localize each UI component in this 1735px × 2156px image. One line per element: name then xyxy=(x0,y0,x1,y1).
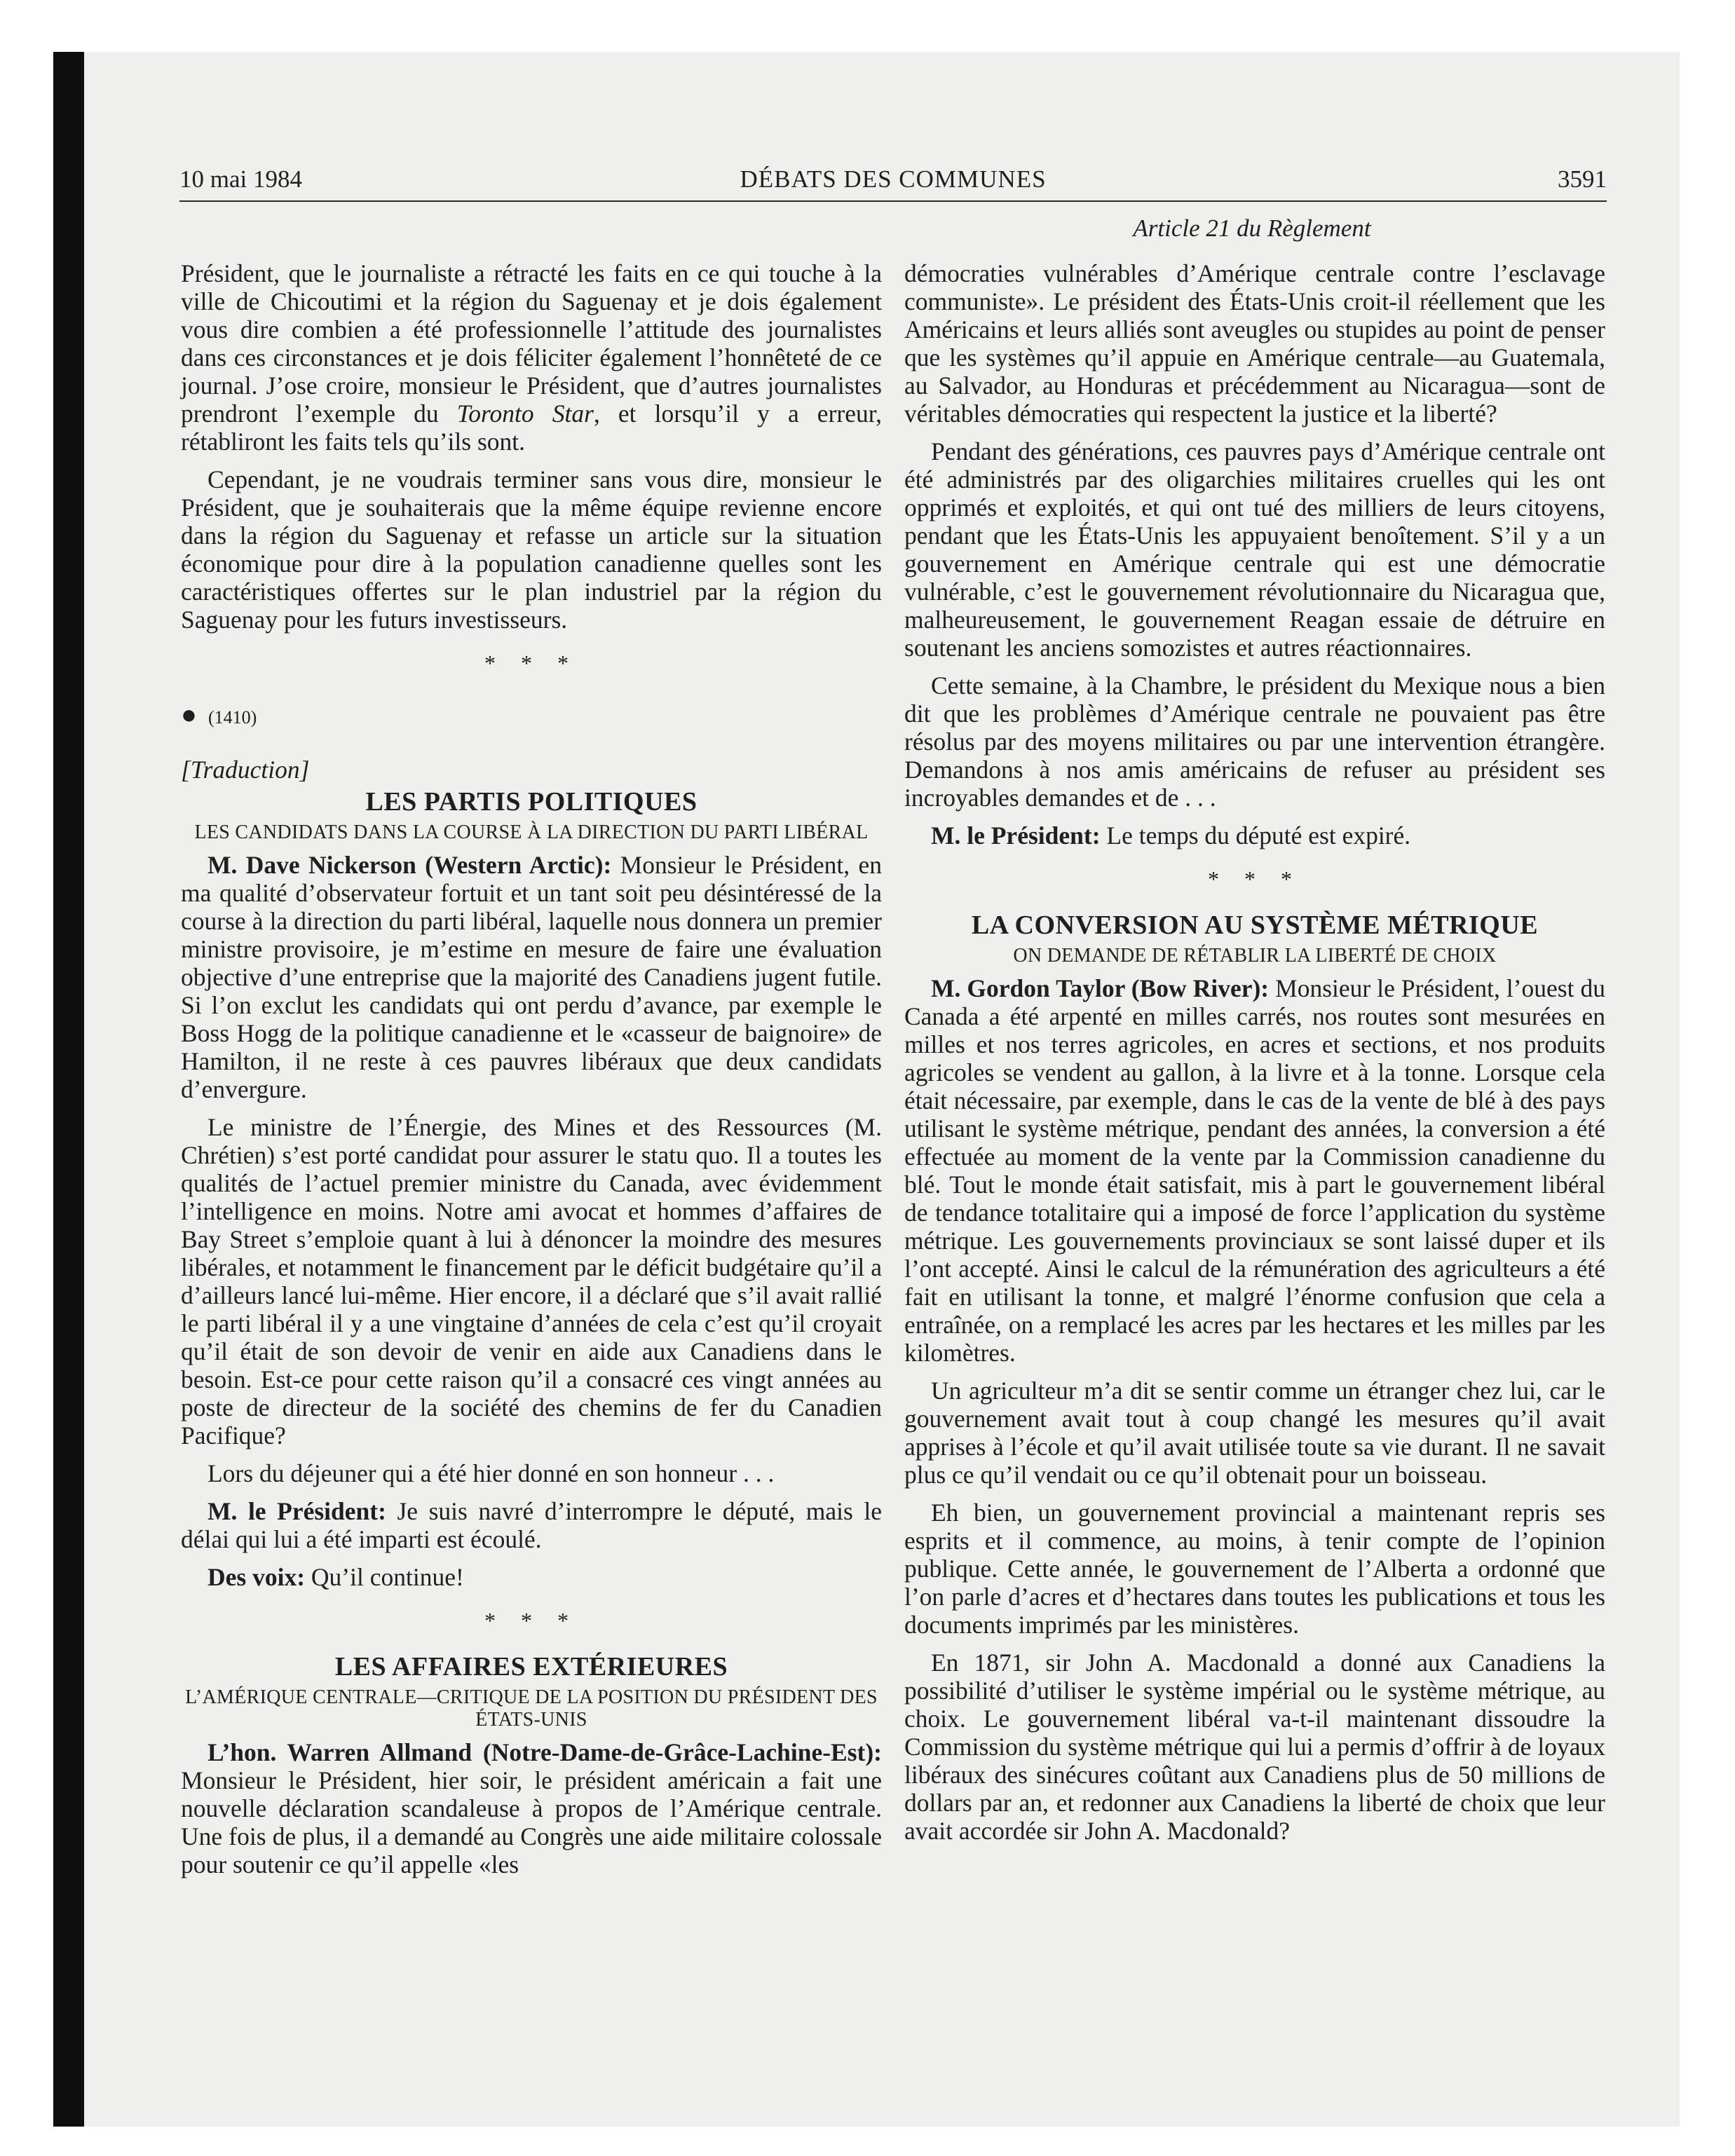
speaker-nickerson: M. Dave Nickerson (Western Arctic): xyxy=(207,851,612,879)
subheading-candidats: LES CANDIDATS DANS LA COURSE À LA DIRECTION DU PARTI LIBÉRAL xyxy=(194,821,869,843)
right-column xyxy=(904,259,1605,1855)
speaker-voix: Des voix: xyxy=(207,1563,306,1591)
section-separator: * * * xyxy=(484,1608,578,1633)
left-paragraph-6 xyxy=(181,1497,882,1553)
right-paragraph-7: Eh bien, un gouvernement provincial a maintenant repris ses esprits et il commence, au moins, à tenir compte de l’opinion publique. Cette année, le gouvernement de l’Alberta a ordonné que l’on parle d’acres et d’hectares dans toutes les publications et tous les documents imprimés par les ministères. xyxy=(904,1499,1605,1639)
subheading-amerique: L’AMÉRIQUE CENTRALE—CRITIQUE DE LA POSITION DU PRÉSIDENT DES ÉTATS-UNIS xyxy=(185,1686,878,1731)
right-paragraph-3: Cette semaine, à la Chambre, le président du Mexique nous a bien dit que les problèmes d’Amérique centrale ne pouvaient pas être résolus par des moyens militaires ou par une intervention étrangère. Demandons à nos amis américains de refuser au président ses incroyables demandes et de . . . xyxy=(904,671,1605,812)
left-paragraph-8 xyxy=(181,1738,882,1878)
left-p6-text: Je suis navré d’interrompre le député, mais le délai qui lui a été imparti est écoulé. xyxy=(181,1497,883,1553)
speaker-president: M. le Président: xyxy=(207,1497,386,1525)
header-title: DÉBATS DES COMMUNES xyxy=(740,165,1047,193)
speaker-president: M. le Président: xyxy=(931,821,1101,850)
left-paragraph-3 xyxy=(181,851,882,1103)
section-separator: * * * xyxy=(484,650,578,676)
header-subtitle: Article 21 du Règlement xyxy=(1133,214,1371,242)
section-heading-affaires: LES AFFAIRES EXTÉRIEURES xyxy=(334,1652,728,1681)
left-p1-end: , et lorsqu’il y a erreur, rétabliront les faits tels qu’ils sont. xyxy=(181,400,882,456)
left-p1-italic: Toronto Star xyxy=(456,400,594,428)
speaker-allmand: L’hon. Warren Allmand (Notre-Dame-de-Grâce-Lachine-Est): xyxy=(207,1738,882,1766)
speaker-taylor: M. Gordon Taylor (Bow River): xyxy=(931,974,1270,1002)
section-separator: * * * xyxy=(1208,866,1302,892)
header-date: 10 mai 1984 xyxy=(179,165,302,193)
right-paragraph-8: En 1871, sir John A. Macdonald a donné aux Canadiens la possibilité d’utiliser le système impérial ou le système métrique, au choix. Le gouvernement libéral va-t-il maintenant dissoudre la Commission du système métrique qui lui a permis d’offrir à de loyaux libéraux des sinécures coûtant aux Canadiens plus de 50 millions de dollars par an, et redonner aux Canadiens la liberté de choix que leur avait accordée sir John A. Macdonald? xyxy=(904,1649,1605,1845)
subheading-liberte: ON DEMANDE DE RÉTABLIR LA LIBERTÉ DE CHOIX xyxy=(1013,945,1497,967)
section-heading-partis: LES PARTIS POLITIQUES xyxy=(365,787,698,817)
left-p3-text: Monsieur le Président, en ma qualité d’observateur fortuit et un tant soit peu désintéressé de la course à la direction du parti libéral, laquelle nous donnera un premier ministre provisoire, je m’estime en mesure de faire une évaluation objective d’une entreprise que la majorité des Canadiens jugent futile. Si l’on exclut les candidats qui ont perdu d’avance, par exemple le Boss Hogg de la politique canadienne et le «casseur de baignoire» de Hamilton, il ne reste à ces pauvres libéraux que deux candidats d’envergure. xyxy=(181,851,882,1103)
left-paragraph-4: Le ministre de l’Énergie, des Mines et des Ressources (M. Chrétien) s’est porté candidat pour assurer le statu quo. Il a toutes les qualités de l’actuel premier ministre du Canada, avec évidemment l’intelligence en moins. Notre ami avocat et hommes d’affaires de Bay Street s’emploie quant à lui à dénoncer la moindre des mesures libérales, et notamment le financement par le déficit budgétaire qu’il a d’ailleurs lancé lui-même. Hier encore, il a déclaré que s’il avait rallié le parti libéral il y a une vingtaine d’années de cela c’est qu’il croyait qu’il était de son devoir de venir en aide aux Canadiens dans le besoin. Est-ce pour cette raison qu’il a consacré ces vingt années au poste de directeur de la société des chemins de fer du Canadien Pacifique? xyxy=(181,1113,882,1449)
left-p8-text: Monsieur le Président, hier soir, le président américain a fait une nouvelle déclaration scandaleuse à propos de l’Amérique centrale. Une fois de plus, il a demandé au Congrès une aide militaire colossale pour soutenir ce qu’il appelle «les xyxy=(181,1766,882,1878)
right-paragraph-5 xyxy=(904,974,1605,1367)
right-paragraph-2: Pendant des générations, ces pauvres pays d’Amérique centrale ont été administrés par des oligarchies militaires cruelles qui les ont opprimés et exploités, et qui ont tué des milliers de leurs citoyens, pendant que les États-Unis les appuyaient benoîtement. S’il y a un gouvernement en Amérique centrale qui est une démocratie vulnérable, c’est le gouvernement révolutionnaire du Nicaragua que, malheureusement, le gouvernement Reagan essaie de détruire en soutenant les anciens somozistes et autres réactionnaires. xyxy=(904,437,1605,662)
section-heading-metrique: LA CONVERSION AU SYSTÈME MÉTRIQUE xyxy=(971,910,1539,940)
header-page-number: 3591 xyxy=(1558,165,1607,193)
left-paragraph-7 xyxy=(181,1563,882,1591)
scan-edge xyxy=(53,52,84,2127)
right-paragraph-1: démocraties vulnérables d’Amérique centrale contre l’esclavage communiste». Le président des États-Unis croit-il réellement que les Américains et leurs alliés sont aveugles ou stupides au point de penser que les systèmes qu’il appuie en Amérique centrale—au Guatemala, au Salvador, au Honduras et précédemment au Nicaragua—sont de véritables démocraties qui respectent la justice et la liberté? xyxy=(904,259,1605,428)
left-column xyxy=(181,259,882,1888)
right-paragraph-4 xyxy=(904,821,1605,850)
time-marker xyxy=(181,701,882,732)
translation-note: [Traduction] xyxy=(181,756,310,784)
left-p7-text: Qu’il continue! xyxy=(305,1563,464,1591)
left-paragraph-1 xyxy=(181,259,882,456)
left-paragraph-5: Lors du déjeuner qui a été hier donné en son honneur . . . xyxy=(207,1459,775,1487)
page-header xyxy=(179,163,1607,202)
right-paragraph-6: Un agriculteur m’a dit se sentir comme un étranger chez lui, car le gouvernement avait tout à coup changé les mesures qu’il avait apprises à l’école et qu’il avait utilisée toute sa vie durant. Il ne savait plus ce qu’il vendait ou ce qu’il obtenait pour un boisseau. xyxy=(904,1377,1605,1489)
time-label: (1410) xyxy=(207,707,257,728)
right-p4-text: Le temps du député est expiré. xyxy=(1100,821,1411,850)
bullet-icon: ● xyxy=(181,700,197,730)
right-p5-text: Monsieur le Président, l’ouest du Canada a été arpenté en milles carrés, nos routes sont mesurées en milles et nos terres agricoles, en acres et sections, et nos produits agricoles se vendent au gallon, à la livre et à la tonne. Lorsque cela était nécessaire, par exemple, dans le cas de la vente de blé à des pays utilisant le système métrique, pendant des années, la conversion a été effectuée au moment de la vente par la Commission canadienne du blé. Tout le monde était satisfait, mis à part le gouvernement libéral de tendance totalitaire qui a imposé de force l’application du système métrique. Les gouvernements provinciaux se sont laissé duper et ils l’ont accepté. Ainsi le calcul de la rémunération des agriculteurs a été fait en utilisant la tonne, et malgré l’énorme confusion que cela a entraînée, on a remplacé les acres par les hectares et les milles par les kilomètres. xyxy=(904,974,1605,1367)
left-paragraph-2: Cependant, je ne voudrais terminer sans vous dire, monsieur le Président, que je souhaiterais que la même équipe revienne encore dans la région du Saguenay et refasse un article sur la situation économique pour dire à la population canadienne quelles sont les caractéristiques offertes sur le plan industriel par la région du Saguenay pour les futurs investisseurs. xyxy=(181,465,882,634)
left-p1-text: Président, que le journaliste a rétracté les faits en ce qui touche à la ville de Chicoutimi et la région du Saguenay et je dois également vous dire combien a été professionnelle l’attitude des journalistes dans ces circonstances et je dois féliciter également l’honnêteté de ce journal. J’ose croire, monsieur le Président, que d’autres journalistes prendront l’exemple du xyxy=(181,259,882,428)
